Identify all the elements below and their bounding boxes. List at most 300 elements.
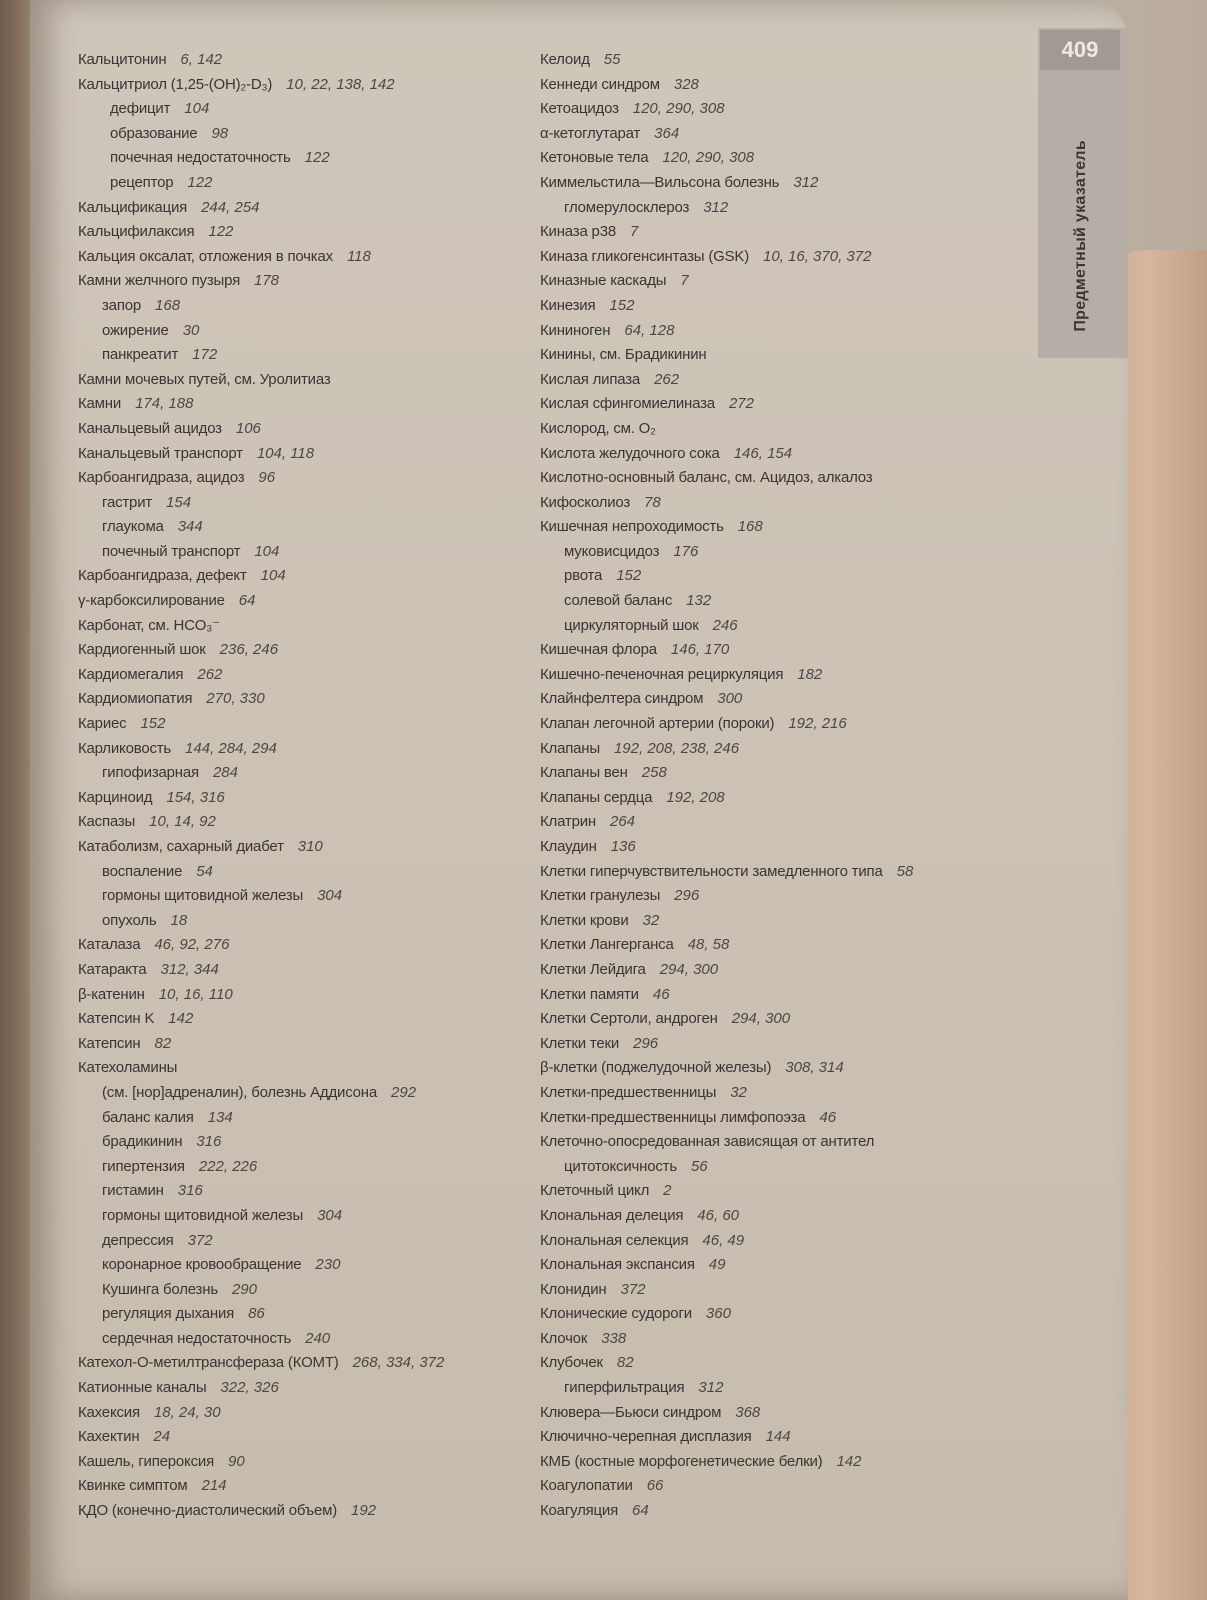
index-entry [78,368,538,393]
index-entry [78,294,538,319]
index-pages: 294, 300 [731,1010,791,1028]
index-pages: 368 [735,1403,761,1421]
index-entry [78,1474,538,1499]
index-entry [78,933,538,958]
index-term: Камни [78,395,122,413]
index-entry [78,737,538,762]
index-pages: 10, 16, 110 [158,985,233,1003]
index-term: Катепсин [78,1034,141,1052]
index-entry [78,712,538,737]
index-entry [540,392,980,417]
index-pages: 192 [351,1502,377,1520]
index-term: Клапаны [540,739,600,757]
page-number: 409 [1040,30,1120,70]
index-pages: 192, 208, 238, 246 [613,739,740,757]
index-pages: 152 [609,296,635,314]
index-term: Клональная экспансия [540,1256,695,1274]
index-pages: 132 [686,592,712,610]
index-term: Катехоламины [78,1059,178,1077]
index-entry [78,687,538,712]
index-entry [540,663,980,688]
index-entry [540,712,980,737]
index-pages: 372 [187,1231,213,1249]
index-term: Каспазы [78,813,136,831]
index-pages: 56 [690,1157,708,1175]
index-pages: 344 [177,518,203,536]
index-pages: 106 [235,419,261,437]
index-pages: 338 [601,1329,627,1347]
index-pages: 122 [187,173,213,191]
index-entry [540,1032,980,1057]
index-pages: 322, 326 [220,1379,279,1397]
index-entry [540,835,980,860]
index-entry [78,589,538,614]
index-entry [540,1204,980,1229]
index-term: Карбонат, см. HCO₃⁻ [78,616,220,634]
index-entry [78,1499,538,1524]
index-term: Клайнфелтера синдром [540,690,704,708]
index-entry [78,1204,538,1229]
index-pages: 230 [315,1256,341,1274]
index-entry [540,761,980,786]
book-page [30,0,1128,1600]
index-entry [540,73,980,98]
index-entry [78,638,538,663]
index-pages: 360 [705,1305,731,1323]
index-term: солевой баланс [564,592,673,610]
index-entry [78,196,538,221]
index-term: Катаболизм, сахарный диабет [78,838,284,855]
index-term: брадикинин [102,1133,183,1151]
index-term: Кардиомиопатия [78,690,193,708]
index-entry [78,220,538,245]
index-pages: 152 [140,715,166,733]
index-term: Кардиогенный шок [78,641,206,659]
index-entry [540,1130,980,1155]
index-term: регуляция дыхания [102,1305,235,1323]
index-entry [540,589,980,614]
index-pages: 304 [317,1206,343,1224]
index-term: Клетки Лейдига [540,960,646,978]
index-entry [540,294,980,319]
index-pages: 142 [168,1010,194,1028]
index-term: гломерулосклероз [564,198,690,216]
index-term: Кислая липаза [540,370,641,388]
index-pages: 258 [641,764,667,782]
index-entry [78,122,538,147]
index-pages: 246 [712,616,738,634]
index-term: α-кетоглутарат [540,124,641,142]
index-entry [540,1007,980,1032]
index-pages: 7 [630,223,639,241]
index-pages: 182 [797,665,823,683]
index-term: Клонические судороги [540,1305,692,1323]
index-pages: 24 [153,1428,171,1446]
index-entry [78,1376,538,1401]
index-term: опухоль [102,911,157,929]
index-entry [78,1007,538,1032]
index-entry [78,835,538,860]
index-entry [78,1302,538,1327]
index-term: Кариес [78,715,127,733]
index-entry [540,48,980,73]
index-pages: 32 [730,1083,747,1101]
index-term: дефицит [110,100,171,118]
index-term: Клональная делеция [540,1206,684,1224]
index-entry [540,442,980,467]
index-column-right [540,48,980,1524]
index-pages: 244, 254 [201,198,260,216]
index-term: Клонидин [540,1280,607,1298]
index-term: циркуляторный шок [564,616,699,634]
index-pages: 146, 170 [670,641,730,659]
index-pages: 32 [642,911,660,929]
index-term: Киммельстила—Вильсона болезнь [540,173,780,191]
index-entry [78,1401,538,1426]
index-pages: 176 [673,542,699,560]
index-entry [78,343,538,368]
index-entry [78,614,538,639]
index-entry [540,171,980,196]
index-entry [78,515,538,540]
index-entry [78,983,538,1008]
index-pages: 64, 128 [624,321,675,339]
index-pages: 272 [728,395,754,413]
index-term: Кишечная непроходимость [540,518,724,536]
index-entry [540,1474,980,1499]
index-pages: 104, 118 [256,444,315,462]
index-term: Клапан легочной артерии (пороки) [540,715,775,733]
index-term: Кетоацидоз [540,100,619,118]
index-term: Кальцифилаксия [78,223,195,241]
index-term: Клатрин [540,813,596,831]
index-pages: 10, 14, 92 [149,813,216,831]
index-term: панкреатит [102,346,179,364]
index-term: Карликовость [78,739,172,757]
index-pages: 58 [896,862,914,880]
index-entry [78,564,538,589]
index-term: Камни желчного пузыря [78,272,240,290]
index-term: Кальцификация [78,198,188,216]
index-term: Кашель, гипероксия [78,1452,214,1470]
index-entry [78,761,538,786]
index-entry [540,1253,980,1278]
index-term: Кальцитонин [78,51,167,68]
index-entry [540,737,980,762]
index-entry [78,97,538,122]
index-term: Клетки крови [540,911,629,929]
index-entry [540,220,980,245]
index-pages: 10, 16, 370, 372 [763,247,872,265]
index-entry [78,417,538,442]
index-term: Кинезия [540,296,596,314]
index-term: Клональная селекция [540,1231,689,1249]
index-entry [78,1425,538,1450]
index-term: цитотоксичность [564,1157,677,1175]
index-pages: 192, 216 [788,715,847,733]
index-term: Кифосколиоз [540,493,631,511]
index-pages: 300 [717,690,743,708]
index-entry [540,909,980,934]
index-entry [78,786,538,811]
index-entry [540,122,980,147]
index-pages: 104 [254,542,280,560]
index-entry [540,860,980,885]
index-entry [540,269,980,294]
index-pages: 284 [212,764,238,782]
index-entry [540,1351,980,1376]
index-entry [78,1327,538,1352]
index-entry [78,909,538,934]
index-term: β-клетки (поджелудочной железы) [540,1059,772,1077]
index-pages: 54 [196,862,213,880]
index-pages: 98 [211,124,229,142]
index-pages: 46, 49 [702,1231,745,1249]
index-pages: 7 [680,272,689,290]
index-term: сердечная недостаточность [102,1329,292,1347]
index-entry [78,466,538,491]
index-term: Кетоновые тела [540,149,649,167]
index-term: Карциноид [78,788,153,806]
index-term: гормоны щитовидной железы [102,1206,304,1224]
index-term: Клетки памяти [540,985,639,1003]
index-entry [540,146,980,171]
index-term: баланс калия [102,1108,194,1126]
index-term: Клетки-предшественницы [540,1083,717,1101]
index-entry [540,614,980,639]
index-pages: 222, 226 [198,1157,258,1175]
index-entry [78,1106,538,1131]
index-term: Ключично-черепная дисплазия [540,1428,752,1446]
index-entry [78,860,538,885]
index-term: Коагулопатии [540,1477,633,1495]
index-pages: 312 [793,173,819,191]
index-term: почечная недостаточность [110,149,291,167]
index-entry [540,1450,980,1475]
index-pages: 82 [154,1034,172,1052]
index-term: запор [102,296,142,314]
index-pages: 316 [177,1182,203,1200]
index-pages: 2 [663,1182,672,1200]
index-pages: 86 [248,1305,265,1323]
index-pages: 134 [207,1108,233,1126]
index-term: Клетки гранулезы [540,887,661,905]
index-term: гипофизарная [102,764,199,782]
index-entry [78,442,538,467]
index-entry [78,269,538,294]
index-entry [78,1155,538,1180]
index-term: Клетки-предшественницы лимфопоэза [540,1108,806,1126]
index-term: Кислая сфингомиелиназа [540,395,715,413]
index-pages: 122 [208,223,234,241]
index-term: гиперфильтрация [564,1379,685,1397]
index-pages: 310 [297,838,323,855]
index-entry [540,1278,980,1303]
index-entry [540,983,980,1008]
index-entry [540,1056,980,1081]
index-entry [540,687,980,712]
index-term: Кахексия [78,1403,140,1421]
index-entry [78,1229,538,1254]
index-term: коронарное кровообращение [102,1256,302,1274]
index-term: Кинины, см. Брадикинин [540,346,707,364]
index-entry [78,73,538,98]
index-pages: 296 [633,1034,659,1052]
index-entry [78,810,538,835]
index-term: гистамин [102,1182,164,1200]
index-entry [540,1106,980,1131]
index-term: Катехол-O-метилтрансфераза (КОМТ) [78,1354,339,1372]
index-term: Киназные каскады [540,272,667,290]
index-pages: 55 [603,51,621,68]
index-entry [78,958,538,983]
index-entry [540,540,980,565]
index-term: КДО (конечно-диастолический объем) [78,1502,337,1520]
index-pages: 308, 314 [785,1059,844,1077]
index-pages: 122 [304,149,330,167]
index-term: Кислород, см. O₂ [540,419,656,437]
index-term: Канальцевый ацидоз [78,419,222,437]
index-pages: 290 [231,1280,257,1298]
index-term: Катепсин K [78,1010,155,1028]
index-pages: 10, 22, 138, 142 [286,75,395,93]
index-entry [540,884,980,909]
index-entry [540,1155,980,1180]
index-entry [540,1327,980,1352]
index-entry [78,1351,538,1376]
index-term: образование [110,124,198,142]
index-pages: 240 [305,1329,331,1347]
index-term: (см. [нор]адреналин), болезнь Аддисона [102,1083,378,1101]
index-term: Кишечная флора [540,641,657,659]
index-entry [540,1376,980,1401]
index-entry [540,466,980,491]
index-term: Клапаны вен [540,764,628,782]
index-pages: 142 [836,1452,862,1470]
index-entry [540,786,980,811]
index-entry [78,1056,538,1081]
index-term: γ-карбоксилирование [78,592,225,610]
index-term: Келоид [540,51,590,68]
index-term: Канальцевый транспорт [78,444,243,462]
index-pages: 46 [819,1108,837,1126]
index-entry [78,663,538,688]
index-pages: 312 [703,198,729,216]
index-pages: 66 [646,1477,664,1495]
index-pages: 372 [620,1280,646,1298]
index-term: рецептор [110,173,174,191]
index-pages: 304 [317,887,343,905]
index-term: Коагуляция [540,1502,619,1520]
index-pages: 120, 290, 308 [632,100,725,118]
index-term: Кислота желудочного сока [540,444,720,462]
index-pages: 168 [155,296,181,314]
index-pages: 144 [765,1428,791,1446]
index-pages: 18, 24, 30 [153,1403,221,1421]
index-pages: 262 [197,665,223,683]
index-pages: 82 [616,1354,634,1372]
index-pages: 136 [610,838,636,855]
index-term: Киназа p38 [540,223,616,241]
index-pages: 174, 188 [135,395,194,413]
index-entry [78,540,538,565]
index-term: ожирение [102,321,169,339]
index-entry [540,245,980,270]
index-term: Клювера—Бьюси синдром [540,1403,722,1421]
index-pages: 312 [698,1379,724,1397]
index-pages: 146, 154 [733,444,793,462]
index-pages: 236, 246 [219,641,279,659]
index-term: Клетки гиперчувствительности замедленного типа [540,862,883,880]
index-pages: 104 [184,100,210,118]
index-pages: 294, 300 [659,960,719,978]
index-term: Кальцитриол (1,25-(OH)₂-D₃) [78,75,273,93]
index-pages: 144, 284, 294 [185,739,277,757]
index-pages: 96 [258,469,276,487]
index-entry [540,343,980,368]
index-term: Кальция оксалат, отложения в почках [78,247,333,265]
index-term: Кишечно-печеночная рециркуляция [540,665,784,683]
index-entry [540,196,980,221]
index-term: Клетки теки [540,1034,620,1052]
index-pages: 172 [192,346,218,364]
index-entry [78,1179,538,1204]
index-entry [78,884,538,909]
index-term: Клочок [540,1329,588,1347]
index-pages: 316 [196,1133,222,1151]
index-term: Кардиомегалия [78,665,184,683]
index-entry [540,1401,980,1426]
index-entry [540,564,980,589]
index-pages: 264 [609,813,636,831]
index-pages: 364 [654,124,680,142]
index-entry [540,933,980,958]
index-term: Кислотно-основный баланс, см. Ацидоз, алкалоз [540,469,873,487]
index-pages: 46, 92, 276 [154,936,230,954]
index-term: глаукома [102,518,164,536]
index-entry [78,1081,538,1106]
index-pages: 192, 208 [666,788,725,806]
index-entry [78,1278,538,1303]
index-pages: 154 [166,493,192,511]
index-term: Катаракта [78,960,147,978]
index-pages: 292 [391,1083,417,1101]
index-pages: 120, 290, 308 [662,149,755,167]
index-term: гастрит [102,493,153,511]
index-pages: 178 [254,272,280,290]
index-pages: 49 [708,1256,726,1274]
index-entry [540,97,980,122]
index-term: гормоны щитовидной железы [102,887,304,905]
index-entry [78,245,538,270]
index-entry [540,638,980,663]
index-term: Клубочек [540,1354,603,1372]
index-term: β-катенин [78,985,145,1003]
index-pages: 46, 60 [697,1206,740,1224]
index-entry [78,1130,538,1155]
index-term: Клапаны сердца [540,788,653,806]
index-term: Кахектин [78,1428,140,1446]
index-term: Клеточный цикл [540,1182,650,1200]
index-term: Клаудин [540,838,597,855]
index-pages: 152 [616,567,642,585]
index-pages: 328 [673,75,699,93]
index-term: Каталаза [78,936,141,954]
index-pages: 214 [201,1477,227,1495]
index-entry [540,515,980,540]
index-pages: 268, 334, 372 [352,1354,445,1372]
index-entry [540,1081,980,1106]
